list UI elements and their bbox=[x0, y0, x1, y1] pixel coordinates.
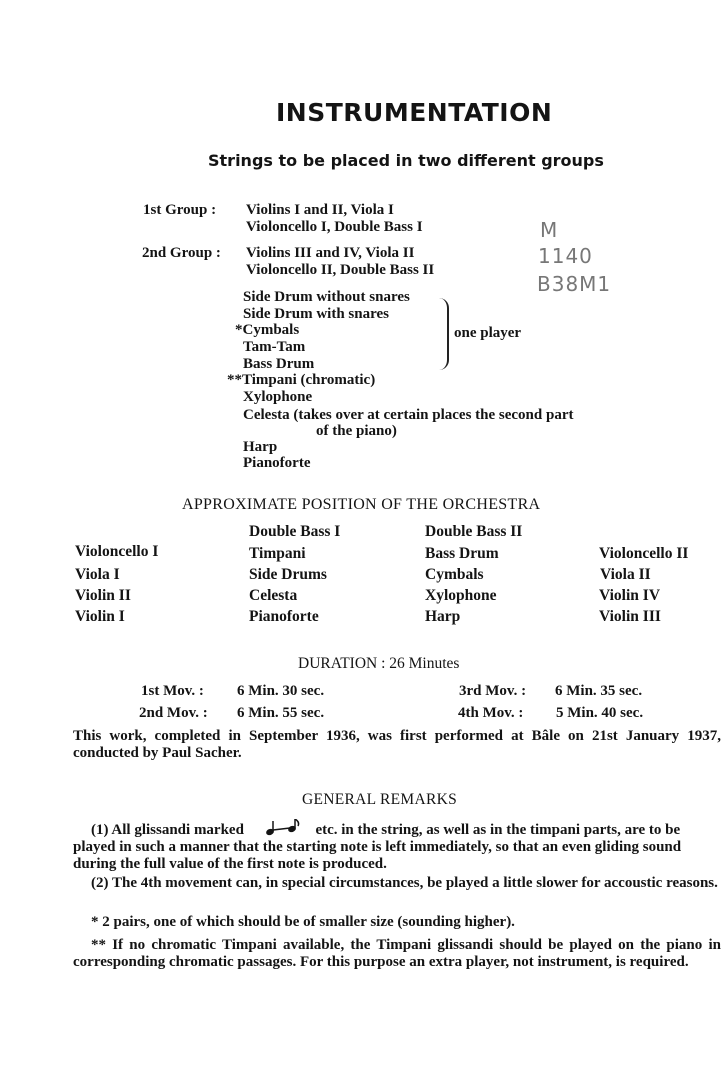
remarks-heading: GENERAL REMARKS bbox=[302, 791, 458, 808]
percussion-item: Side Drum without snares bbox=[243, 289, 410, 305]
movement-time: 6 Min. 30 sec. bbox=[237, 683, 325, 699]
group-1-line-1: Violins I and II, Viola I bbox=[246, 202, 394, 218]
group-1-line-2: Violoncello I, Double Bass I bbox=[246, 219, 423, 235]
position-cell: Violin IV bbox=[599, 587, 661, 604]
position-cell: Viola I bbox=[75, 566, 120, 583]
footnote-2-text: ** If no chromatic Timpani available, the Timpani glissandi should be played on the piano in corresponding chromatic passages. For this purpose an extra player, not instrument, is required. bbox=[73, 937, 721, 970]
group-2-label: 2nd Group : bbox=[142, 245, 221, 261]
movement-time: 6 Min. 55 sec. bbox=[237, 705, 325, 721]
position-cell: Pianoforte bbox=[249, 608, 319, 625]
percussion-item: Tam-Tam bbox=[243, 339, 306, 355]
group-2-line-1: Violins III and IV, Viola II bbox=[246, 245, 415, 261]
premiere-paragraph: This work, completed in September 1936, was first performed at Bâle on 21st January 1937, conducted by Paul Sacher. bbox=[73, 728, 721, 761]
brace-bracket bbox=[433, 298, 449, 370]
footnote-2 bbox=[73, 937, 721, 971]
position-cell: Double Bass I bbox=[249, 523, 341, 540]
movement-label: 1st Mov. : bbox=[141, 683, 204, 699]
movement-label: 3rd Mov. : bbox=[459, 683, 527, 699]
position-cell: Violin II bbox=[75, 587, 131, 604]
remark-1-text-end: etc. in the string, as well as in the timpani parts, are to be played in such a manner that the starting note is left immediately, so that an even gliding sound during the full value of the first note is produced. bbox=[73, 822, 682, 872]
remark-2-text: (2) The 4th movement can, in special circumstances, be played a little slower for accoustic reasons. bbox=[91, 875, 718, 891]
footnote-1-text: * 2 pairs, one of which should be of smaller size (sounding higher). bbox=[91, 914, 515, 930]
percussion-item: Side Drum with snares bbox=[243, 306, 389, 322]
percussion-item: Xylophone bbox=[243, 389, 313, 405]
group-1-label: 1st Group : bbox=[143, 202, 217, 218]
movement-label: 4th Mov. : bbox=[458, 705, 524, 721]
position-cell: Violoncello II bbox=[599, 545, 689, 562]
one-player-label: one player bbox=[454, 325, 522, 341]
position-cell: Harp bbox=[425, 608, 461, 625]
page-subtitle: Strings to be placed in two different groups bbox=[208, 151, 604, 170]
movement-time: 6 Min. 35 sec. bbox=[555, 683, 643, 699]
position-heading: APPROXIMATE POSITION OF THE ORCHESTRA bbox=[182, 496, 541, 513]
position-cell: Timpani bbox=[249, 545, 306, 562]
position-cell: Violoncello I bbox=[75, 543, 159, 560]
duration-heading: DURATION : 26 Minutes bbox=[298, 655, 460, 672]
movement-time: 5 Min. 40 sec. bbox=[556, 705, 644, 721]
remark-1-text-start: (1) All glissandi marked bbox=[91, 822, 244, 838]
group-2-line-2: Violoncello II, Double Bass II bbox=[246, 262, 435, 278]
handwritten-note-line-2: 1140 bbox=[538, 244, 593, 268]
position-cell: Viola II bbox=[600, 566, 651, 583]
percussion-item: Celesta (takes over at certain places the second part bbox=[243, 407, 574, 423]
position-cell: Side Drums bbox=[249, 566, 327, 583]
handwritten-note-line-1: M bbox=[540, 218, 559, 242]
position-cell: Bass Drum bbox=[425, 545, 499, 562]
percussion-item: **Timpani (chromatic) bbox=[227, 372, 376, 388]
glissando-notation-icon bbox=[262, 819, 306, 837]
percussion-item: Bass Drum bbox=[243, 356, 315, 372]
position-cell: Celesta bbox=[249, 587, 298, 604]
page-title: INSTRUMENTATION bbox=[276, 98, 553, 127]
remark-1 bbox=[73, 819, 721, 873]
remark-2 bbox=[73, 875, 721, 892]
position-cell: Violin III bbox=[599, 608, 661, 625]
position-cell: Double Bass II bbox=[425, 523, 523, 540]
handwritten-note-line-3: B38M1 bbox=[537, 272, 612, 296]
position-cell: Cymbals bbox=[425, 566, 484, 583]
footnote-1 bbox=[73, 914, 721, 931]
percussion-item: Harp bbox=[243, 439, 278, 455]
position-cell: Xylophone bbox=[425, 587, 497, 604]
percussion-item: *Cymbals bbox=[235, 322, 300, 338]
movement-label: 2nd Mov. : bbox=[139, 705, 208, 721]
percussion-item: Pianoforte bbox=[243, 455, 311, 471]
position-cell: Violin I bbox=[75, 608, 125, 625]
percussion-item: of the piano) bbox=[316, 423, 397, 439]
